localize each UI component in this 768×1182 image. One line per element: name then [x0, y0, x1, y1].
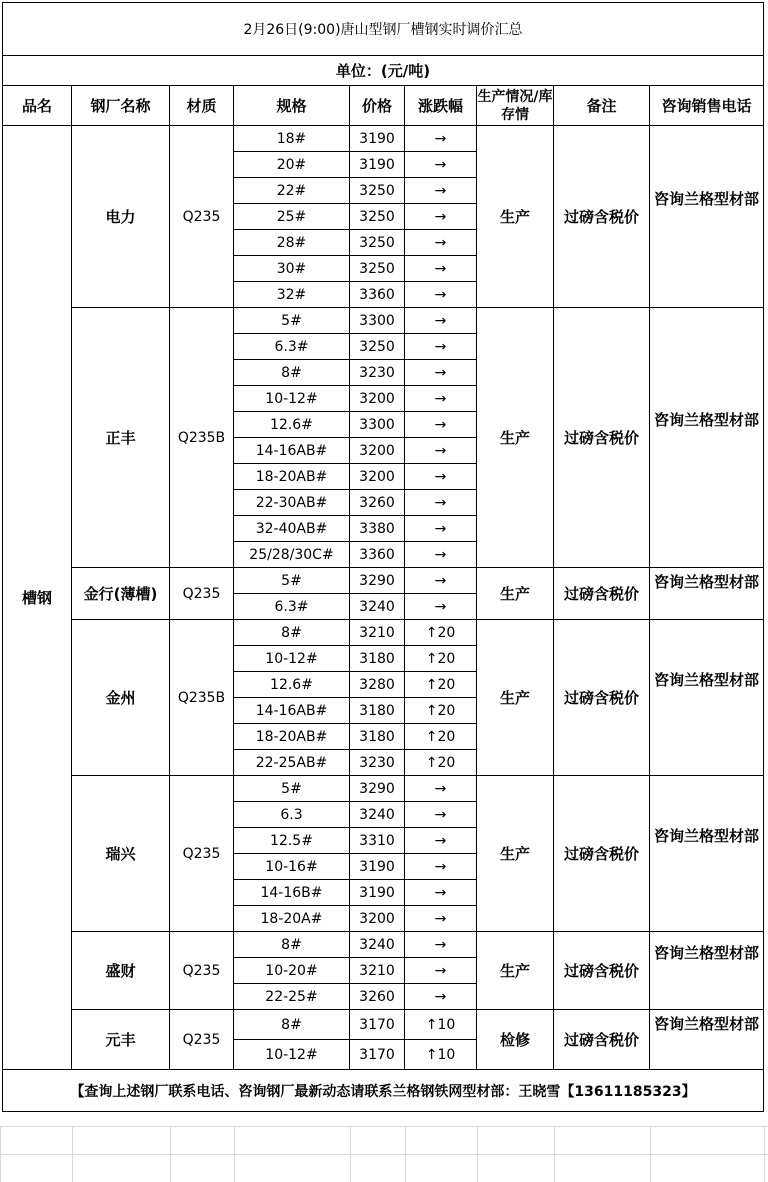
change-cell: →: [405, 360, 477, 386]
page-title: 2月26日(9:00)唐山型钢厂槽钢实时调价汇总: [2, 2, 764, 56]
price-cell: 3190: [350, 152, 405, 178]
header-spec: 规格: [234, 86, 350, 126]
price-cell: 3310: [350, 828, 405, 854]
spec-cell: 12.5#: [234, 828, 350, 854]
change-cell: →: [405, 880, 477, 906]
spec-cell: 5#: [234, 568, 350, 594]
price-cell: 3190: [350, 854, 405, 880]
price-cell: 3380: [350, 516, 405, 542]
production-status: 检修: [477, 1010, 554, 1070]
material: Q235: [170, 932, 234, 1010]
price-cell: 3250: [350, 256, 405, 282]
header-product: 品名: [2, 86, 72, 126]
price-cell: 3200: [350, 386, 405, 412]
price-cell: 3200: [350, 438, 405, 464]
production-status: 生产: [477, 126, 554, 308]
spec-cell: 22-25AB#: [234, 750, 350, 776]
change-cell: →: [405, 594, 477, 620]
change-cell: ↑20: [405, 750, 477, 776]
price-cell: 3200: [350, 906, 405, 932]
price-cell: 3180: [350, 698, 405, 724]
spec-cell: 22#: [234, 178, 350, 204]
change-cell: ↑20: [405, 672, 477, 698]
spec-cell: 30#: [234, 256, 350, 282]
change-cell: ↑20: [405, 646, 477, 672]
change-cell: →: [405, 802, 477, 828]
price-cell: 3240: [350, 802, 405, 828]
spec-cell: 22-25#: [234, 984, 350, 1010]
price-cell: 3180: [350, 724, 405, 750]
production-status: 生产: [477, 620, 554, 776]
spec-cell: 5#: [234, 776, 350, 802]
spec-cell: 8#: [234, 620, 350, 646]
contact-cell: 咨询兰格型材部: [650, 932, 764, 1010]
price-cell: 3210: [350, 958, 405, 984]
mill-name: 瑞兴: [72, 776, 170, 932]
contact-cell: 咨询兰格型材部: [650, 126, 764, 308]
header-status: 生产情况/库存情: [477, 86, 554, 126]
change-cell: →: [405, 568, 477, 594]
spec-cell: 32-40AB#: [234, 516, 350, 542]
spec-cell: 10-20#: [234, 958, 350, 984]
mill-name: 盛财: [72, 932, 170, 1010]
price-cell: 3250: [350, 334, 405, 360]
spec-cell: 14-16AB#: [234, 698, 350, 724]
change-cell: →: [405, 178, 477, 204]
mill-name: 元丰: [72, 1010, 170, 1070]
spec-cell: 25/28/30C#: [234, 542, 350, 568]
price-cell: 3190: [350, 880, 405, 906]
spec-cell: 10-12#: [234, 386, 350, 412]
change-cell: →: [405, 126, 477, 152]
contact-cell: 咨询兰格型材部: [650, 308, 764, 568]
price-cell: 3280: [350, 672, 405, 698]
change-cell: →: [405, 464, 477, 490]
price-note: 过磅含税价: [554, 620, 650, 776]
mill-name: 金行(薄槽): [72, 568, 170, 620]
price-cell: 3260: [350, 490, 405, 516]
footer-contact: 【查询上述钢厂联系电话、咨询钢厂最新动态请联系兰格钢铁网型材部：王晓雪【13611185323】: [2, 1070, 764, 1112]
change-cell: →: [405, 256, 477, 282]
spec-cell: 10-12#: [234, 1040, 350, 1070]
contact-cell: 咨询兰格型材部: [650, 620, 764, 776]
spec-cell: 8#: [234, 360, 350, 386]
price-note: 过磅含税价: [554, 1010, 650, 1070]
material: Q235: [170, 568, 234, 620]
price-cell: 3200: [350, 464, 405, 490]
contact-cell: 咨询兰格型材部: [650, 568, 764, 620]
change-cell: →: [405, 906, 477, 932]
spec-cell: 14-16B#: [234, 880, 350, 906]
material: Q235: [170, 776, 234, 932]
spec-cell: 6.3: [234, 802, 350, 828]
price-cell: 3250: [350, 204, 405, 230]
change-cell: →: [405, 984, 477, 1010]
change-cell: →: [405, 490, 477, 516]
change-cell: →: [405, 204, 477, 230]
change-cell: →: [405, 776, 477, 802]
price-cell: 3290: [350, 776, 405, 802]
change-cell: →: [405, 412, 477, 438]
price-cell: 3360: [350, 282, 405, 308]
change-cell: →: [405, 516, 477, 542]
spec-cell: 6.3#: [234, 334, 350, 360]
spec-cell: 12.6#: [234, 672, 350, 698]
spec-cell: 8#: [234, 932, 350, 958]
spec-cell: 8#: [234, 1010, 350, 1040]
change-cell: →: [405, 386, 477, 412]
header-contact: 咨询销售电话: [650, 86, 764, 126]
spec-cell: 18#: [234, 126, 350, 152]
spec-cell: 18-20AB#: [234, 724, 350, 750]
material: Q235B: [170, 620, 234, 776]
change-cell: →: [405, 152, 477, 178]
mill-name: 电力: [72, 126, 170, 308]
header-note: 备注: [554, 86, 650, 126]
production-status: 生产: [477, 776, 554, 932]
price-cell: 3180: [350, 646, 405, 672]
price-cell: 3170: [350, 1040, 405, 1070]
spec-cell: 32#: [234, 282, 350, 308]
header-material: 材质: [170, 86, 234, 126]
price-cell: 3300: [350, 412, 405, 438]
change-cell: ↑20: [405, 698, 477, 724]
change-cell: ↑20: [405, 724, 477, 750]
mill-name: 正丰: [72, 308, 170, 568]
spec-cell: 20#: [234, 152, 350, 178]
product-name: 槽钢: [2, 126, 72, 1070]
spec-cell: 10-16#: [234, 854, 350, 880]
price-cell: 3250: [350, 178, 405, 204]
unit-label: 单位：(元/吨): [2, 56, 764, 86]
price-cell: 3170: [350, 1010, 405, 1040]
price-cell: 3250: [350, 230, 405, 256]
production-status: 生产: [477, 932, 554, 1010]
change-cell: →: [405, 334, 477, 360]
price-note: 过磅含税价: [554, 568, 650, 620]
material: Q235: [170, 1010, 234, 1070]
header-price: 价格: [350, 86, 405, 126]
change-cell: ↑10: [405, 1010, 477, 1040]
spec-cell: 14-16AB#: [234, 438, 350, 464]
change-cell: →: [405, 282, 477, 308]
production-status: 生产: [477, 568, 554, 620]
price-cell: 3210: [350, 620, 405, 646]
price-note: 过磅含税价: [554, 308, 650, 568]
sheet-gridline: [0, 1154, 768, 1155]
price-note: 过磅含税价: [554, 776, 650, 932]
production-status: 生产: [477, 308, 554, 568]
price-cell: 3230: [350, 750, 405, 776]
change-cell: ↑20: [405, 620, 477, 646]
spec-cell: 5#: [234, 308, 350, 334]
price-cell: 3240: [350, 932, 405, 958]
change-cell: ↑10: [405, 1040, 477, 1070]
price-cell: 3230: [350, 360, 405, 386]
spec-cell: 25#: [234, 204, 350, 230]
material: Q235: [170, 126, 234, 308]
contact-cell: 咨询兰格型材部: [650, 776, 764, 932]
change-cell: →: [405, 438, 477, 464]
header-mill: 钢厂名称: [72, 86, 170, 126]
price-note: 过磅含税价: [554, 126, 650, 308]
price-note: 过磅含税价: [554, 932, 650, 1010]
contact-cell: 咨询兰格型材部: [650, 1010, 764, 1070]
spec-cell: 10-12#: [234, 646, 350, 672]
price-cell: 3300: [350, 308, 405, 334]
change-cell: →: [405, 958, 477, 984]
spec-cell: 18-20AB#: [234, 464, 350, 490]
header-change: 涨跌幅: [405, 86, 477, 126]
sheet-gridline: [0, 1126, 768, 1127]
spec-cell: 28#: [234, 230, 350, 256]
price-cell: 3290: [350, 568, 405, 594]
change-cell: →: [405, 932, 477, 958]
change-cell: →: [405, 542, 477, 568]
change-cell: →: [405, 828, 477, 854]
change-cell: →: [405, 230, 477, 256]
change-cell: →: [405, 854, 477, 880]
price-cell: 3240: [350, 594, 405, 620]
change-cell: →: [405, 308, 477, 334]
spec-cell: 22-30AB#: [234, 490, 350, 516]
mill-name: 金州: [72, 620, 170, 776]
spec-cell: 18-20A#: [234, 906, 350, 932]
spec-cell: 12.6#: [234, 412, 350, 438]
price-cell: 3190: [350, 126, 405, 152]
spec-cell: 6.3#: [234, 594, 350, 620]
material: Q235B: [170, 308, 234, 568]
price-cell: 3360: [350, 542, 405, 568]
price-cell: 3260: [350, 984, 405, 1010]
